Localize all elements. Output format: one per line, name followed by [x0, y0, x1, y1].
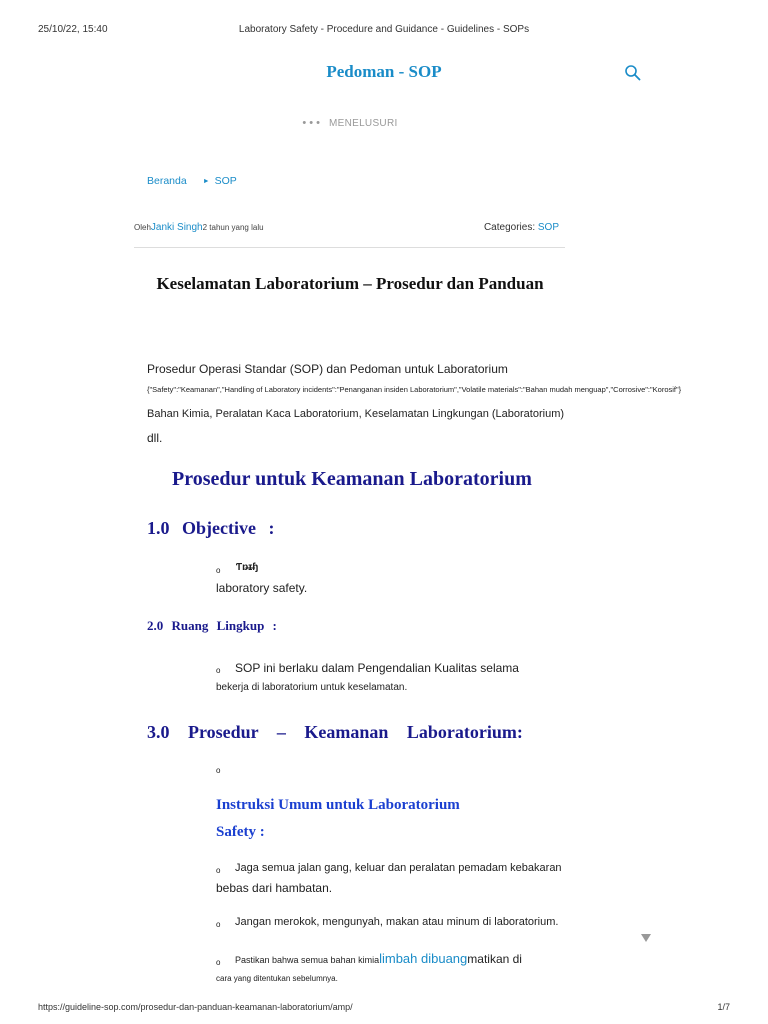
scope-text: bekerja di laboratorium untuk keselamatan. [216, 682, 408, 693]
objective-heading: 1.0 Objective : [147, 518, 275, 538]
article-title: Keselamatan Laboratorium – Prosedur dan Panduan [156, 274, 544, 293]
category-link[interactable]: SOP [537, 222, 559, 233]
rule-text: Jangan merokok, mengunyah, makan atau minum di laboratorium. [235, 916, 559, 928]
intro-line: Prosedur Operasi Standar (SOP) dan Pedoman untuk Laboratorium [147, 362, 508, 376]
intro-line: Bahan Kimia, Peralatan Kaca Laboratorium, Keselamatan Lingkungan (Laboratorium) [147, 408, 565, 420]
print-document-title: Laboratory Safety - Procedure and Guidance - Guidelines - SOPs [238, 24, 530, 35]
print-footer [38, 1002, 730, 1012]
scope-text: SOP ini berlaku dalam Pengendalian Kualitas selama [235, 661, 519, 675]
waste-link[interactable]: limbah dibuang [379, 951, 468, 966]
general-instructions-heading: Instruksi Umum untuk Laboratorium [216, 797, 460, 813]
categories-label: Categories: [483, 222, 538, 233]
print-datetime: 25/10/22, 15:40 [38, 24, 108, 35]
print-page-number: 1/7 [717, 1002, 730, 1012]
procedure-heading: 3.0 Prosedur – Keamanan Laboratorium: [147, 722, 523, 742]
rule-text: Jaga semua jalan gang, keluar dan peralatan pemadam kebakaran [235, 862, 562, 874]
rule-text: cara yang ditentukan sebelumnya. [216, 974, 338, 983]
print-header [38, 24, 730, 38]
rule-prefix: Pastikan bahwa semua bahan kimia [235, 955, 380, 965]
rule-suffix: matikan di [467, 952, 522, 966]
general-instructions-heading: Safety : [216, 824, 265, 840]
triangle-down-icon[interactable] [640, 933, 652, 943]
site-title[interactable]: Pedoman - SOP [326, 62, 442, 81]
breadcrumb-separator-icon: ► [202, 178, 210, 185]
breadcrumb-home[interactable]: Beranda [147, 175, 187, 187]
author-link[interactable]: Janki Singh [150, 222, 203, 233]
intro-line: dll. [147, 431, 163, 445]
objective-text-garbled: Ƭɒ̶ɪ̶ɧ [236, 562, 259, 573]
objective-text: laboratory safety. [216, 581, 308, 595]
scope-heading: 2.0 Ruang Lingkup : [147, 618, 277, 633]
rule-text [235, 951, 522, 966]
bullet-icon: o [216, 766, 221, 775]
meta-time: 2 tahun yang lalu [202, 223, 264, 232]
bullet-icon: o [216, 958, 221, 967]
breadcrumb-current[interactable]: SOP [214, 175, 237, 187]
browse-label: MENELUSURI [328, 118, 398, 129]
breadcrumb [147, 175, 237, 187]
rule-text: bebas dari hambatan. [216, 881, 333, 895]
print-url: https://guideline-sop.com/prosedur-dan-panduan-keamanan-laboratorium/amp/ [38, 1002, 353, 1012]
bullet-icon: o [216, 666, 221, 675]
bullet-icon: o [216, 920, 221, 929]
meta-by: Oleh [134, 223, 151, 232]
intro-line: {"Safety":"Keamanan","Handling of Laboratory incidents":"Penanganan insiden Laboratorium","Volatile materials":"Bahan mudah menguap","Corrosive":"Korosif"} [147, 385, 682, 394]
dots-icon: ••• [302, 117, 323, 129]
bullet-icon: o [216, 866, 221, 875]
article-meta [134, 222, 565, 248]
categories [484, 222, 559, 233]
browse-menu-button[interactable] [0, 117, 700, 129]
main-heading: Prosedur untuk Keamanan Laboratorium [172, 468, 532, 490]
search-icon[interactable] [624, 64, 642, 82]
bullet-icon: o [216, 566, 221, 575]
